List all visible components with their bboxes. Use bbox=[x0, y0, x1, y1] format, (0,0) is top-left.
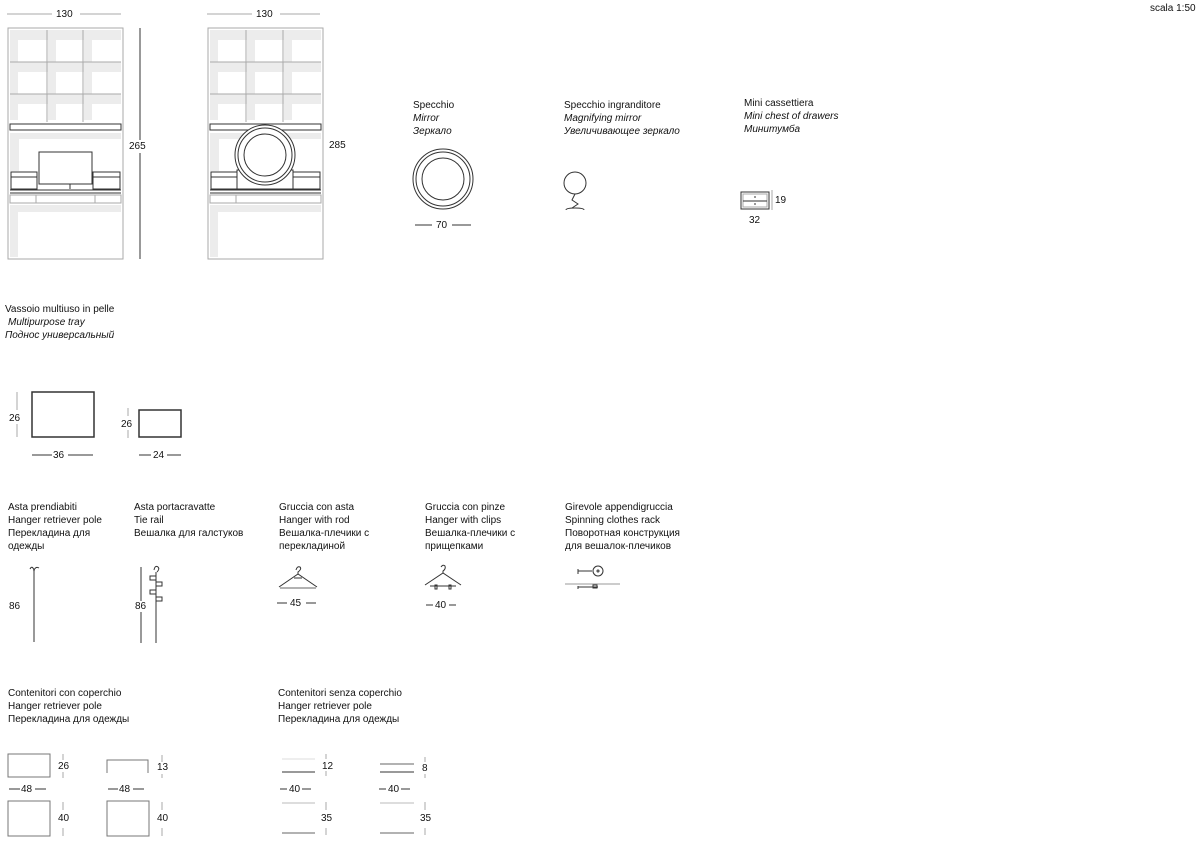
container-d-width-dim: 40 bbox=[388, 784, 400, 795]
container-a-height-dim: 40 bbox=[58, 813, 70, 824]
wardrobe-1-height-dim: 265 bbox=[129, 141, 146, 152]
container-a-lid-height-dim: 26 bbox=[58, 761, 70, 772]
label-ru: Вешалка-плечики с bbox=[425, 528, 516, 539]
mini-chest-height-dim: 19 bbox=[775, 195, 787, 206]
container-b-lid-height-dim: 13 bbox=[157, 762, 169, 773]
tray-large-height-dim: 26 bbox=[9, 413, 21, 424]
mirror-width-dim: 70 bbox=[436, 220, 448, 231]
label-it: Specchio ingranditore bbox=[564, 100, 661, 111]
label-ru-2: одежды bbox=[8, 541, 45, 552]
hanger-pole-height-dim: 86 bbox=[9, 601, 21, 612]
label-it: Mini cassettiera bbox=[744, 98, 814, 109]
label-en: Hanger with rod bbox=[279, 515, 350, 526]
label-en: Hanger with clips bbox=[425, 515, 502, 526]
label-ru: Перекладина для bbox=[8, 528, 91, 539]
label-en: Hanger retriever pole bbox=[8, 701, 102, 712]
label-it: Specchio bbox=[413, 100, 455, 111]
containers-nolid-drawing bbox=[0, 0, 1, 1]
label-it: Vassoio multiuso in pelle bbox=[5, 304, 115, 315]
label-it: Gruccia con pinze bbox=[425, 502, 506, 513]
label-ru: Вешалка для галстуков bbox=[134, 528, 244, 539]
label-ru: Поднос универсальный bbox=[5, 330, 115, 341]
wardrobe-1-width-dim: 130 bbox=[56, 9, 73, 20]
wardrobe-2-width-dim: 130 bbox=[256, 9, 273, 20]
container-b-height-dim: 40 bbox=[157, 813, 169, 824]
label-it: Gruccia con asta bbox=[279, 502, 355, 513]
scale-label: scala 1:50 bbox=[1150, 3, 1196, 14]
label-ru: Зеркало bbox=[413, 126, 452, 137]
tray-small-width-dim: 24 bbox=[153, 450, 165, 461]
label-en: Hanger retriever pole bbox=[278, 701, 372, 712]
tray-small-height-dim: 26 bbox=[121, 419, 133, 430]
label-ru: Увеличивающее зеркало bbox=[564, 126, 680, 137]
label-ru-2: прищепками bbox=[425, 541, 484, 552]
hanger-rod-width-dim: 45 bbox=[290, 598, 302, 609]
label-en: Mini chest of drawers bbox=[744, 111, 839, 122]
label-it: Girevole appendigruccia bbox=[565, 502, 673, 513]
label-ru: Перекладина для одежды bbox=[8, 714, 130, 725]
container-d-height-dim: 35 bbox=[420, 813, 432, 824]
label-ru: Вешалка-плечики с bbox=[279, 528, 370, 539]
hanger-clips-width-dim: 40 bbox=[435, 600, 447, 611]
tray-large-width-dim: 36 bbox=[53, 450, 65, 461]
label-ru: Поворотная конструкция bbox=[565, 528, 680, 539]
label-it: Contenitori senza coperchio bbox=[278, 688, 402, 699]
label-it: Asta portacravatte bbox=[134, 502, 216, 513]
label-ru-2: для вешалок-плечиков bbox=[565, 541, 672, 552]
label-ru: Перекладина для одежды bbox=[278, 714, 400, 725]
container-d-top-height-dim: 8 bbox=[422, 763, 428, 774]
tie-rail-height-dim: 86 bbox=[135, 601, 147, 612]
label-en: Magnifying mirror bbox=[564, 113, 642, 124]
container-c-top-height-dim: 12 bbox=[322, 761, 334, 772]
label-en: Mirror bbox=[413, 113, 440, 124]
label-it: Asta prendiabiti bbox=[8, 502, 77, 513]
label-en: Tie rail bbox=[134, 515, 164, 526]
container-c-height-dim: 35 bbox=[321, 813, 333, 824]
container-a-width-dim: 48 bbox=[21, 784, 33, 795]
label-ru: Минитумба bbox=[744, 124, 801, 135]
label-ru-2: перекладиной bbox=[279, 541, 346, 552]
label-it: Contenitori con coperchio bbox=[8, 688, 122, 699]
label-en: Multipurpose tray bbox=[8, 317, 85, 328]
container-b-width-dim: 48 bbox=[119, 784, 131, 795]
wardrobe-2-height-dim: 285 bbox=[329, 140, 346, 151]
mini-chest-width-dim: 32 bbox=[749, 215, 761, 226]
label-en: Spinning clothes rack bbox=[565, 515, 661, 526]
label-en: Hanger retriever pole bbox=[8, 515, 102, 526]
container-c-width-dim: 40 bbox=[289, 784, 301, 795]
